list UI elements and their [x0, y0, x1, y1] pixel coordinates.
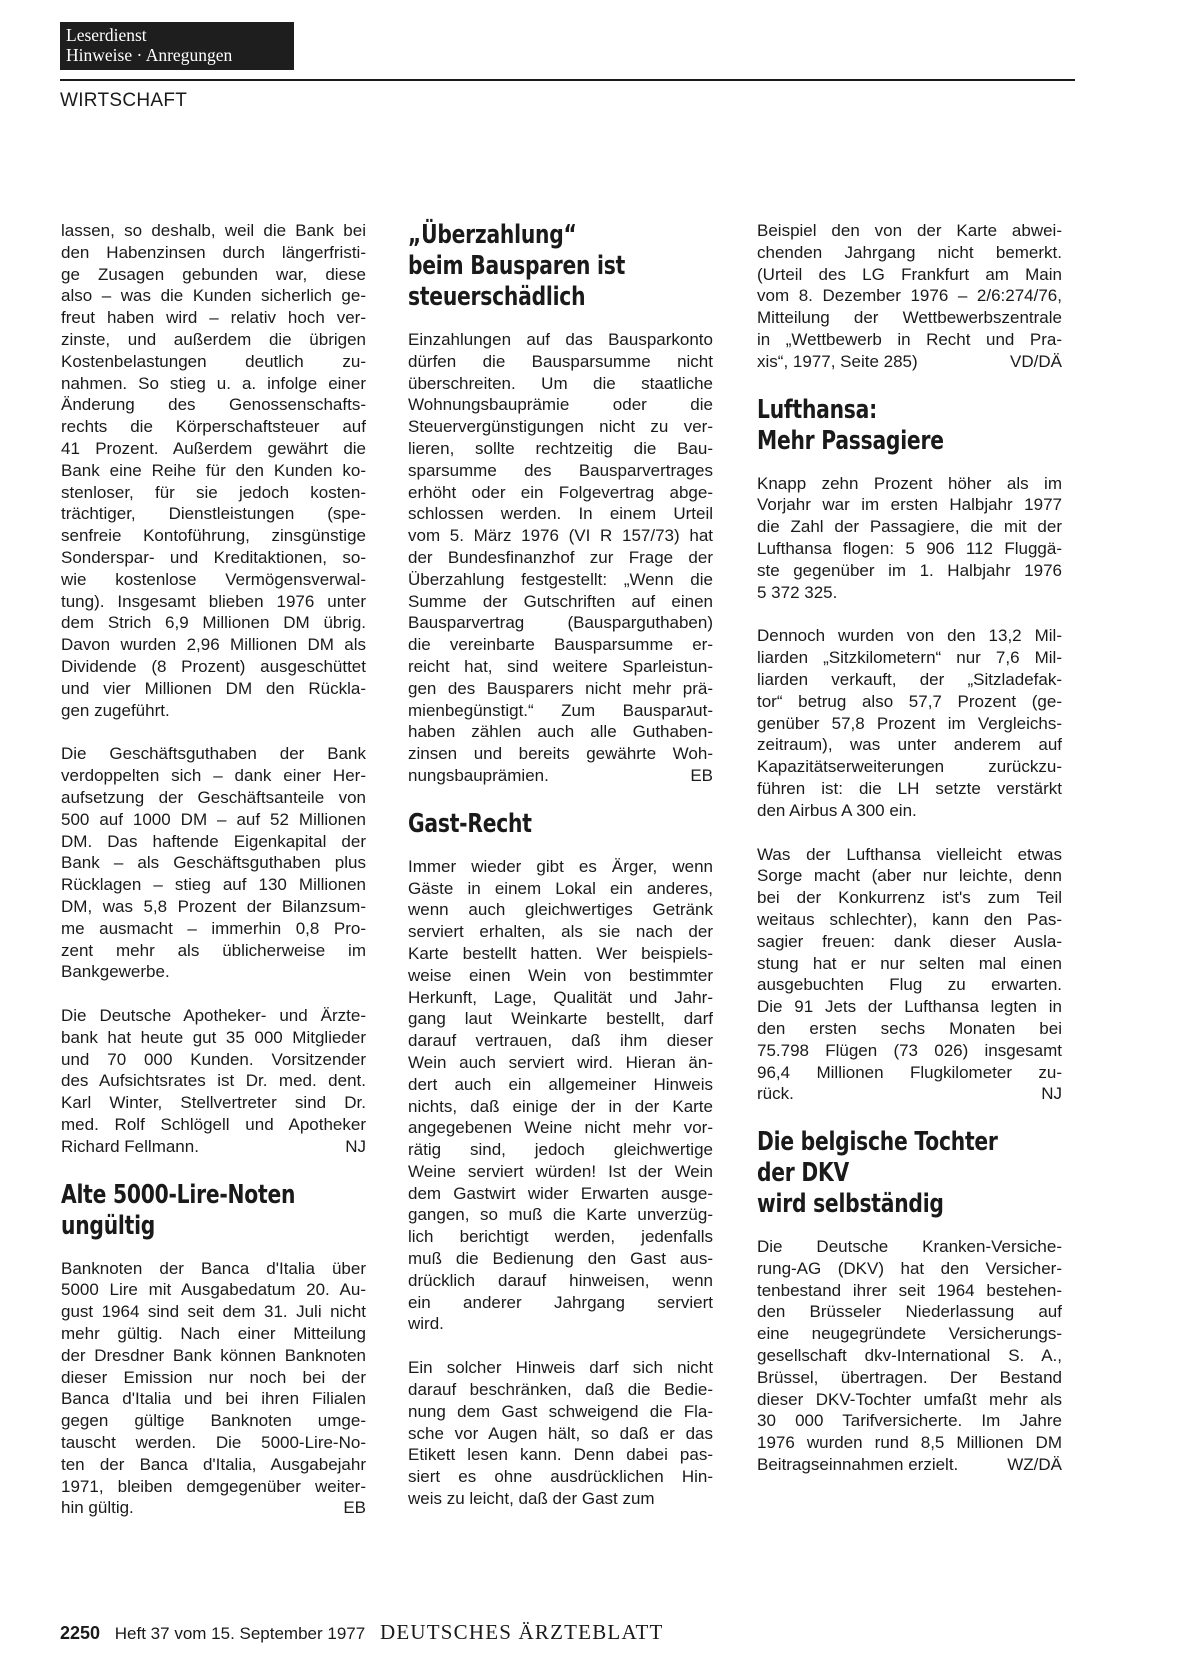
text-line: zinste, und außerdem die übrigen: [61, 329, 366, 349]
text-line: liarden verkauft, der „Sitzladefak-: [757, 669, 1062, 689]
text-line: Lufthansa flogen: 5 906 112 Fluggä-: [757, 538, 1062, 558]
page-footer: [60, 1620, 664, 1645]
closing-text: nungsbauprämien.: [408, 765, 549, 785]
text-line: ste gegenüber im 1. Halbjahr 1976: [757, 560, 1062, 580]
text-line: Dennoch wurden von den 13,2 Mil-: [757, 626, 1062, 646]
text-line: Immer wieder gibt es Ärger, wenn: [408, 856, 713, 876]
text-line: 5 372 325.: [757, 582, 838, 602]
text-line: 5000 Lire mit Ausgabedatum 20. Au-: [61, 1280, 366, 1300]
text-line: gang laut Weinkarte bestellt, darf: [408, 1009, 713, 1029]
headline-line: Gast-Recht: [408, 808, 532, 839]
author-signature: EB: [343, 1498, 366, 1518]
headline-line: Die belgische Tochter: [757, 1127, 998, 1158]
text-line: darauf beschränken, daß die Bedie-: [408, 1380, 713, 1400]
text-line: nung dem Gast schweigend die Fla-: [408, 1401, 713, 1421]
article-paragraph: [757, 1236, 1062, 1476]
text-line: ge Zusagen gebunden war, diese: [61, 264, 366, 284]
text-line: führen ist: die LH setzte verstärkt: [757, 778, 1062, 798]
signature-line: [757, 351, 1062, 373]
closing-text: Beitragseinnahmen erzielt.: [757, 1455, 959, 1475]
text-line: Bank eine Reihe für den Kunden ko-: [61, 460, 366, 480]
text-line: in „Wettbewerb in Recht und Pra-: [757, 329, 1062, 349]
text-line: weitaus schlechter), kann den Pas-: [757, 909, 1062, 929]
headline-line: wird selbständig: [757, 1189, 944, 1220]
text-line: eine neugegründete Versicherungs-: [757, 1324, 1062, 1344]
author-signature: WZ/DÄ: [1007, 1455, 1062, 1475]
text-line: mehr gültig. Nach einer Mitteilung: [61, 1324, 366, 1344]
author-signature: NJ: [1041, 1084, 1062, 1104]
text-line: vom 8. Dezember 1976 – 2/6:274/76,: [757, 286, 1062, 306]
text-line: gust 1964 sind seit dem 31. Juli nicht: [61, 1302, 366, 1322]
text-line: 1976 wurden rund 8,5 Millionen DM: [757, 1433, 1062, 1453]
signature-line: [757, 1454, 1062, 1476]
text-line: gegen gültige Banknoten umge-: [61, 1411, 366, 1431]
text-line: (Urteil des LG Frankfurt am Main: [757, 264, 1062, 284]
column-2: [408, 220, 713, 1532]
text-line: Ein solcher Hinweis darf sich nicht: [408, 1358, 713, 1378]
text-line: Steuervergünstigungen nicht zu ver-: [408, 417, 713, 437]
closing-text: xis“, 1977, Seite 285): [757, 351, 918, 371]
text-line: angegebenen Weine nicht mehr vor-: [408, 1118, 713, 1138]
text-line: freut haben wird – relativ hoch ver-: [61, 308, 366, 328]
article-paragraph: [757, 625, 1062, 821]
text-line: Banknoten der Banca d'Italia über: [61, 1258, 366, 1278]
text-line: dert auch ein allgemeiner Hinweis: [408, 1074, 713, 1094]
text-line: dem Strich 6,9 Millionen DM übrig.: [61, 613, 366, 633]
text-line: dieser Emission nur noch bei der: [61, 1367, 366, 1387]
text-line: senfreie Kontoführung, zinsgünstige: [61, 526, 366, 546]
text-line: Sonderspar- und Kreditaktionen, so-: [61, 547, 366, 567]
closing-text: Richard Fellmann.: [61, 1136, 199, 1156]
text-line: Beispiel den von der Karte abwei-: [757, 221, 1062, 240]
text-line: den Brüsseler Niederlassung auf: [757, 1302, 1062, 1322]
text-line: stung hat er nur selten mal einen: [757, 953, 1062, 973]
text-line: Brüssel, übertragen. Der Bestand: [757, 1367, 1062, 1387]
text-line: dieser DKV-Tochter umfaßt mehr als: [757, 1389, 1062, 1409]
text-line: gesellschaft dkv-International S. A.,: [757, 1346, 1062, 1366]
text-line: tung). Insgesamt blieben 1976 unter: [61, 591, 366, 611]
text-line: weise einen Wein von bestimmter: [408, 965, 713, 985]
text-line: 75.798 Flügen (73 026) insgesamt: [757, 1040, 1062, 1060]
text-line: Dividende (8 Prozent) ausgeschüttet: [61, 656, 366, 676]
text-line: nahmen. So stieg u. a. infolge einer: [61, 373, 366, 393]
text-line: sche vor Augen hält, so daß er das: [408, 1423, 713, 1443]
text-line: überschreiten. Um die staatliche: [408, 373, 713, 393]
headline-line: Lufthansa:: [757, 394, 877, 425]
text-line: aufsetzung der Geschäftsanteile von: [61, 787, 366, 807]
article-paragraph: [61, 220, 366, 721]
text-line: trächtiger, Dienstleistungen (spe-: [61, 504, 366, 524]
text-line: wenn auch gleichwertiges Getränk: [408, 900, 713, 920]
text-line: 41 Prozent. Außerdem gewährt die: [61, 438, 366, 458]
author-signature: NJ: [345, 1136, 366, 1156]
text-line: gen zugeführt.: [61, 700, 170, 720]
text-line: also – was die Kunden sicherlich ge-: [61, 286, 366, 306]
text-line: Die Deutsche Kranken-Versiche-: [757, 1237, 1062, 1257]
text-line: bei der Konkurrenz ist's zum Teil: [757, 888, 1062, 908]
text-line: lieren, sollte rechtzeitig die Bau-: [408, 438, 713, 458]
text-line: tenbestand ihrer seit 1964 bestehen-: [757, 1280, 1062, 1300]
text-line: Knapp zehn Prozent höher als im: [757, 473, 1062, 493]
text-line: Sorge macht (aber nur leichte, denn: [757, 866, 1062, 886]
text-line: Die Deutsche Apotheker- und Ärzte-: [61, 1006, 366, 1026]
text-line: und 70 000 Kunden. Vorsitzender: [61, 1049, 366, 1069]
article-paragraph: [757, 844, 1062, 1106]
article-paragraph: [408, 1357, 713, 1510]
headline-line: der DKV: [757, 1158, 849, 1189]
article-headline: [757, 395, 1062, 457]
text-line: vom 5. März 1976 (VI R 157/73) hat: [408, 526, 713, 546]
text-line: Herkunft, Lage, Qualität und Jahr-: [408, 987, 713, 1007]
text-line: liarden „Sitzkilometern“ nur 7,6 Mil-: [757, 648, 1062, 668]
text-line: chenden Jahrgang nicht bemerkt.: [757, 242, 1062, 262]
text-line: Summe der Gutschriften auf einen: [408, 591, 713, 611]
signature-line: [61, 1497, 366, 1519]
text-line: zinsen und bereits gewährte Woh-: [408, 744, 713, 764]
text-line: zent mehr als üblicherweise im: [61, 940, 366, 960]
text-line: serviert erhalten, als sie nach der: [408, 922, 713, 942]
text-line: den Habenzinsen durch längerfristi-: [61, 242, 366, 262]
signature-line: [61, 1136, 366, 1158]
text-line: Wohnungsbauprämie oder die: [408, 395, 713, 415]
headline-line: ungültig: [61, 1210, 156, 1241]
text-line: Die Geschäftsguthaben der Bank: [61, 744, 366, 764]
text-line: Etikett lesen kann. Denn dabei pas-: [408, 1445, 713, 1465]
closing-text: hin gültig.: [61, 1498, 134, 1518]
text-line: rung-AG (DKV) hat den Versicher-: [757, 1258, 1062, 1278]
text-line: drücklich darauf hinweisen, wenn: [408, 1270, 713, 1290]
text-line: dem Gastwirt wider Erwarten ausge-: [408, 1183, 713, 1203]
article-headline: [757, 1127, 1062, 1220]
leserdienst-badge: [60, 22, 294, 70]
text-line: rätig sind, jedoch gleichwertige: [408, 1140, 713, 1160]
text-line: ausgebuchten Flug zu erwarten.: [757, 975, 1062, 995]
text-line: ein anderer Jahrgang serviert: [408, 1292, 713, 1312]
text-line: Vorjahr war im ersten Halbjahr 1977: [757, 495, 1062, 515]
text-line: gen des Bausparers nicht mehr prä-: [408, 678, 713, 698]
article-paragraph: [61, 1005, 366, 1158]
text-line: gangen, so muß die Karte unverzüg-: [408, 1205, 713, 1225]
text-line: Banca d'Italia und bei ihren Filialen: [61, 1389, 366, 1409]
text-line: tor“ betrug also 57,7 Prozent (ge-: [757, 691, 1062, 711]
text-line: sagier freuen: dank dieser Ausla-: [757, 931, 1062, 951]
text-line: mienbegünstigt.“ Zum Bausparגut-: [408, 700, 713, 720]
text-line: sparsumme des Bausparvertrages: [408, 460, 713, 480]
text-line: die vereinbarte Bausparsumme er-: [408, 635, 713, 655]
text-line: Überzahlung festgestellt: „Wenn die: [408, 569, 713, 589]
text-line: siert es ohne ausdrücklichen Hin-: [408, 1467, 713, 1487]
text-line: Bank – als Geschäftsguthaben plus: [61, 853, 366, 873]
article-paragraph: [757, 220, 1062, 373]
text-line: verdoppelten sich – dank einer Her-: [61, 766, 366, 786]
column-1: [61, 220, 366, 1541]
text-line: 96,4 Millionen Flugkilometer zu-: [757, 1062, 1062, 1082]
text-line: DM. Das haftende Eigenkapital der: [61, 831, 366, 851]
article-headline: [61, 1180, 366, 1242]
text-line: Weine serviert würden! Ist der Wein: [408, 1161, 713, 1181]
page-number: 2250: [60, 1623, 101, 1643]
text-line: DM, was 5,8 Prozent der Bilanzsum-: [61, 896, 366, 916]
text-line: bank hat heute gut 35 000 Mitglieder: [61, 1027, 366, 1047]
text-line: lich berichtigt werden, jedenfalls: [408, 1227, 713, 1247]
headline-line: „Überzahlung“: [408, 220, 577, 250]
text-line: lassen, so deshalb, weil die Bank bei: [61, 221, 366, 240]
text-line: Änderung des Genossenschafts-: [61, 395, 366, 415]
text-line: weis zu leicht, daß der Gast zum: [408, 1489, 655, 1509]
badge-line-2: Hinweise · Anregungen: [66, 45, 233, 65]
text-line: Rücklagen – stieg auf 130 Millionen: [61, 875, 366, 895]
text-line: Kapazitätserweiterungen zurückzu-: [757, 757, 1062, 777]
section-label: WIRTSCHAFT: [60, 90, 188, 111]
text-line: Bankgewerbe.: [61, 962, 170, 982]
text-line: Gäste in einem Lokal ein anderes,: [408, 878, 713, 898]
signature-line: [408, 765, 713, 787]
text-line: reicht hat, sind weitere Sparleistun-: [408, 656, 713, 676]
text-line: 500 auf 1000 DM – auf 52 Millionen: [61, 809, 366, 829]
text-line: dürfen die Bausparsumme nicht: [408, 351, 713, 371]
headline-line: beim Bausparen ist: [408, 251, 626, 281]
column-3: [757, 220, 1062, 1498]
text-line: muß die Bedienung den Gast aus-: [408, 1249, 713, 1269]
article-paragraph: [408, 329, 713, 787]
headline-line: Mehr Passagiere: [757, 425, 944, 456]
text-line: die Zahl der Passagiere, die mit der: [757, 517, 1062, 537]
article-paragraph: [408, 856, 713, 1336]
text-line: der Dresdner Bank können Banknoten: [61, 1345, 366, 1365]
text-line: haben zählen auch alle Guthaben-: [408, 722, 713, 742]
text-line: Karl Winter, Stellvertreter sind Dr.: [61, 1093, 366, 1113]
header-rule: [60, 79, 1075, 81]
text-line: den ersten sechs Monaten bei: [757, 1018, 1062, 1038]
article-headline: [408, 809, 713, 840]
text-line: erhöht oder ein Folgevertrag abge-: [408, 482, 713, 502]
text-line: ten der Banca d'Italia, Ausgabejahr: [61, 1454, 366, 1474]
text-line: und vier Millionen DM den Rückla-: [61, 678, 366, 698]
text-line: rechts die Körperschaftsteuer auf: [61, 417, 366, 437]
closing-text: rück.: [757, 1084, 794, 1104]
text-line: 1971, bleiben demgegenüber weiter-: [61, 1476, 366, 1496]
text-line: Einzahlungen auf das Bausparkonto: [408, 330, 713, 349]
text-line: Karte bestellt hatten. Wer beispiels-: [408, 943, 713, 963]
text-line: Die 91 Jets der Lufthansa legten in: [757, 997, 1062, 1017]
article-headline: [408, 220, 713, 313]
text-line: wird.: [408, 1314, 444, 1334]
article-paragraph: [61, 743, 366, 983]
text-line: genüber 57,8 Prozent im Vergleichs-: [757, 713, 1062, 733]
issue-info: Heft 37 vom 15. September 1977: [114, 1624, 366, 1643]
signature-line: [757, 1083, 1062, 1105]
text-line: me ausmacht – immerhin 0,8 Pro-: [61, 918, 366, 938]
text-line: Davon wurden 2,96 Millionen DM als: [61, 635, 366, 655]
text-line: den Airbus A 300 ein.: [757, 800, 917, 820]
text-line: stenloser, für sie jedoch kosten-: [61, 482, 366, 502]
journal-name: DEUTSCHES ÄRZTEBLATT: [379, 1620, 664, 1644]
text-line: wie kostenlose Vermögensverwal-: [61, 569, 366, 589]
text-line: Bausparvertrag (Bausparguthaben): [408, 613, 713, 633]
text-line: Kostenbelastungen deutlich zu-: [61, 351, 366, 371]
text-line: Mitteilung der Wettbewerbszentrale: [757, 308, 1062, 328]
article-paragraph: [757, 473, 1062, 604]
article-paragraph: [61, 1258, 366, 1520]
text-line: med. Rolf Schlögell und Apotheker: [61, 1115, 366, 1135]
headline-line: steuerschädlich: [408, 282, 586, 312]
author-signature: EB: [690, 765, 713, 785]
text-line: schlossen werden. In einem Urteil: [408, 504, 713, 524]
text-line: der Bundesfinanzhof zur Frage der: [408, 547, 713, 567]
text-line: tauscht werden. Die 5000-Lire-No-: [61, 1433, 366, 1453]
text-line: Wein auch serviert wird. Hieran än-: [408, 1052, 713, 1072]
text-line: 30 000 Tarifversicherte. Im Jahre: [757, 1411, 1062, 1431]
text-line: Was der Lufthansa vielleicht etwas: [757, 844, 1062, 864]
author-signature: VD/DÄ: [1010, 351, 1062, 371]
text-line: des Aufsichtsrates ist Dr. med. dent.: [61, 1071, 366, 1091]
badge-line-1: Leserdienst: [66, 25, 147, 45]
text-line: zeitraum), was unter anderem auf: [757, 735, 1062, 755]
text-line: nichts, daß einige der in der Karte: [408, 1096, 713, 1116]
text-line: darauf vertrauen, daß ihm dieser: [408, 1031, 713, 1051]
headline-line: Alte 5000-Lire-Noten: [61, 1179, 296, 1210]
